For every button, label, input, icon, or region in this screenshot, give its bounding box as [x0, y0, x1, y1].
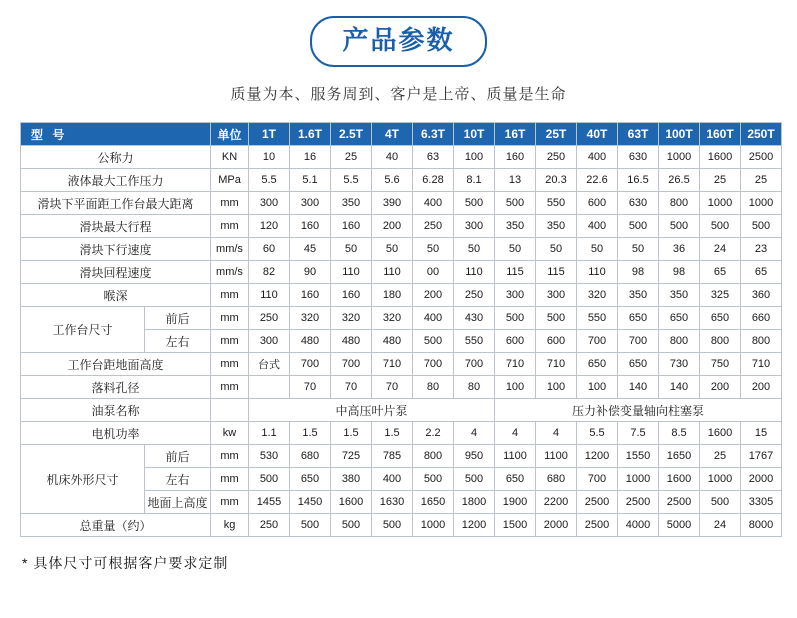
- table-cell: 1000: [413, 514, 454, 537]
- column-header-1t: 1T: [249, 123, 290, 146]
- column-header-2-5t: 2.5T: [331, 123, 372, 146]
- table-cell: 200: [700, 376, 741, 399]
- row-sublabel: 地面上高度: [145, 491, 211, 514]
- table-cell: 700: [577, 330, 618, 353]
- table-cell: 1767: [741, 445, 782, 468]
- row-unit: mm: [211, 330, 249, 353]
- table-cell: 700: [413, 353, 454, 376]
- table-row: [21, 215, 782, 238]
- table-cell: 1800: [454, 491, 495, 514]
- table-cell: 800: [659, 192, 700, 215]
- table-cell: 2500: [577, 514, 618, 537]
- spec-table-container: [20, 122, 777, 537]
- table-cell: 4: [536, 422, 577, 445]
- table-cell: 380: [331, 468, 372, 491]
- table-cell: 1650: [413, 491, 454, 514]
- table-cell: 650: [495, 468, 536, 491]
- column-header-16t: 16T: [495, 123, 536, 146]
- table-row: [21, 261, 782, 284]
- row-sublabel: 左右: [145, 330, 211, 353]
- table-cell: 500: [700, 215, 741, 238]
- table-cell: 500: [249, 468, 290, 491]
- table-row: [21, 307, 782, 330]
- row-unit: mm/s: [211, 238, 249, 261]
- table-cell: 350: [495, 215, 536, 238]
- table-cell: 1.5: [331, 422, 372, 445]
- table-cell: 4000: [618, 514, 659, 537]
- table-cell: 350: [536, 215, 577, 238]
- table-cell: 6.28: [413, 169, 454, 192]
- table-cell: 2500: [659, 491, 700, 514]
- table-cell: 120: [249, 215, 290, 238]
- spec-table: [20, 122, 782, 537]
- table-cell: 700: [618, 330, 659, 353]
- table-cell: 430: [454, 307, 495, 330]
- table-cell: 1200: [577, 445, 618, 468]
- table-cell: 1600: [331, 491, 372, 514]
- table-cell: 300: [495, 284, 536, 307]
- table-cell: 24: [700, 514, 741, 537]
- table-cell: 650: [700, 307, 741, 330]
- table-cell: 1000: [659, 146, 700, 169]
- table-row: [21, 376, 782, 399]
- table-cell: 65: [741, 261, 782, 284]
- row-label: 总重量（约）: [21, 514, 211, 537]
- table-cell: 26.5: [659, 169, 700, 192]
- table-cell: 50: [331, 238, 372, 261]
- merged-cell: 压力补偿变量轴向柱塞泵: [495, 399, 782, 422]
- row-unit: [211, 399, 249, 422]
- table-cell: 250: [454, 284, 495, 307]
- table-cell: 500: [372, 514, 413, 537]
- table-cell: 25: [700, 169, 741, 192]
- table-cell: 1000: [700, 192, 741, 215]
- table-cell: 100: [577, 376, 618, 399]
- table-cell: 480: [331, 330, 372, 353]
- table-cell: 500: [495, 307, 536, 330]
- table-cell: 250: [536, 146, 577, 169]
- column-header-model: 型 号: [21, 123, 211, 146]
- table-cell: 630: [618, 146, 659, 169]
- table-cell: 650: [618, 353, 659, 376]
- row-unit: mm: [211, 307, 249, 330]
- table-cell: 1600: [700, 146, 741, 169]
- table-cell: 750: [700, 353, 741, 376]
- table-cell: 140: [659, 376, 700, 399]
- table-cell: 160: [495, 146, 536, 169]
- table-cell: 500: [700, 491, 741, 514]
- table-cell: 250: [413, 215, 454, 238]
- table-cell: 1100: [495, 445, 536, 468]
- table-cell: 100: [536, 376, 577, 399]
- table-cell: 300: [290, 192, 331, 215]
- footnote: * 具体尺寸可根据客户要求定制: [22, 555, 229, 572]
- table-cell: 1500: [495, 514, 536, 537]
- table-cell: 1650: [659, 445, 700, 468]
- merged-cell: 中高压叶片泵: [249, 399, 495, 422]
- table-cell: 50: [454, 238, 495, 261]
- table-cell: 530: [249, 445, 290, 468]
- table-cell: 115: [536, 261, 577, 284]
- table-cell: 50: [577, 238, 618, 261]
- table-cell: 1630: [372, 491, 413, 514]
- row-label: 工作台距地面高度: [21, 353, 211, 376]
- table-cell: 20.3: [536, 169, 577, 192]
- table-cell: 180: [372, 284, 413, 307]
- table-cell: 500: [331, 514, 372, 537]
- table-cell: 22.6: [577, 169, 618, 192]
- table-cell: 5.5: [577, 422, 618, 445]
- table-cell: 730: [659, 353, 700, 376]
- header-row: [21, 123, 782, 146]
- table-cell: 200: [372, 215, 413, 238]
- row-unit: mm: [211, 445, 249, 468]
- table-cell: 300: [249, 192, 290, 215]
- table-cell: 2500: [618, 491, 659, 514]
- table-cell: 25: [741, 169, 782, 192]
- table-cell: 710: [741, 353, 782, 376]
- table-cell: 325: [700, 284, 741, 307]
- table-cell: 650: [659, 307, 700, 330]
- table-cell: 98: [659, 261, 700, 284]
- table-cell: 1100: [536, 445, 577, 468]
- table-cell: 2200: [536, 491, 577, 514]
- table-cell: 90: [290, 261, 331, 284]
- table-cell: 5.5: [331, 169, 372, 192]
- row-sublabel: 前后: [145, 307, 211, 330]
- table-cell: 320: [290, 307, 331, 330]
- table-cell: 8.1: [454, 169, 495, 192]
- row-unit: mm: [211, 468, 249, 491]
- column-header-100t: 100T: [659, 123, 700, 146]
- table-cell: 110: [331, 261, 372, 284]
- table-cell: 500: [454, 192, 495, 215]
- table-cell: 100: [495, 376, 536, 399]
- table-row: [21, 353, 782, 376]
- table-row: [21, 146, 782, 169]
- table-cell: 500: [290, 514, 331, 537]
- table-cell: 50: [372, 238, 413, 261]
- table-cell: 680: [536, 468, 577, 491]
- row-label: 滑块回程速度: [21, 261, 211, 284]
- table-cell: 160: [331, 215, 372, 238]
- table-cell: 350: [659, 284, 700, 307]
- table-cell: 110: [454, 261, 495, 284]
- row-label: 喉深: [21, 284, 211, 307]
- table-cell: 5.5: [249, 169, 290, 192]
- table-cell: 500: [536, 307, 577, 330]
- table-cell: 500: [618, 215, 659, 238]
- table-cell: 360: [741, 284, 782, 307]
- table-cell: 1200: [454, 514, 495, 537]
- column-header-1-6t: 1.6T: [290, 123, 331, 146]
- table-row: [21, 399, 782, 422]
- table-cell: 80: [454, 376, 495, 399]
- table-row: [21, 238, 782, 261]
- row-unit: mm: [211, 215, 249, 238]
- page-title-container: [0, 0, 797, 67]
- table-cell: 480: [290, 330, 331, 353]
- table-cell: 16: [290, 146, 331, 169]
- table-cell: 7.5: [618, 422, 659, 445]
- table-cell: 800: [413, 445, 454, 468]
- table-row: [21, 169, 782, 192]
- table-cell: 390: [372, 192, 413, 215]
- table-cell: 80: [413, 376, 454, 399]
- table-cell: 700: [577, 468, 618, 491]
- table-cell: 1455: [249, 491, 290, 514]
- table-cell: 110: [577, 261, 618, 284]
- table-cell: 70: [290, 376, 331, 399]
- table-cell: 700: [290, 353, 331, 376]
- table-cell: 1.5: [290, 422, 331, 445]
- table-cell: 320: [372, 307, 413, 330]
- row-label: 油泵名称: [21, 399, 211, 422]
- table-cell: 350: [618, 284, 659, 307]
- table-cell: 300: [536, 284, 577, 307]
- table-cell: 98: [618, 261, 659, 284]
- table-cell: 200: [413, 284, 454, 307]
- row-unit: mm: [211, 376, 249, 399]
- table-cell: 500: [413, 330, 454, 353]
- column-header-4t: 4T: [372, 123, 413, 146]
- table-cell: 710: [372, 353, 413, 376]
- table-cell: 4: [454, 422, 495, 445]
- table-cell: 680: [290, 445, 331, 468]
- table-cell: 700: [331, 353, 372, 376]
- row-label: 滑块下平面距工作台最大距离: [21, 192, 211, 215]
- spec-table-head: [21, 123, 782, 146]
- table-cell: 400: [413, 307, 454, 330]
- table-cell: 800: [659, 330, 700, 353]
- table-cell: 710: [536, 353, 577, 376]
- table-cell: 110: [249, 284, 290, 307]
- table-cell: 320: [577, 284, 618, 307]
- column-header-250t: 250T: [741, 123, 782, 146]
- row-unit: mm: [211, 353, 249, 376]
- row-unit: kg: [211, 514, 249, 537]
- table-cell: 500: [454, 468, 495, 491]
- column-header-160t: 160T: [700, 123, 741, 146]
- table-cell: 36: [659, 238, 700, 261]
- table-cell: 300: [249, 330, 290, 353]
- row-label: 滑块最大行程: [21, 215, 211, 238]
- table-cell: 40: [372, 146, 413, 169]
- table-cell: 550: [454, 330, 495, 353]
- row-unit: KN: [211, 146, 249, 169]
- table-cell: 1000: [618, 468, 659, 491]
- row-unit: kw: [211, 422, 249, 445]
- table-cell: 1550: [618, 445, 659, 468]
- table-cell: 16.5: [618, 169, 659, 192]
- table-cell: 650: [290, 468, 331, 491]
- table-cell: 10: [249, 146, 290, 169]
- table-cell: 100: [454, 146, 495, 169]
- row-sublabel: 前后: [145, 445, 211, 468]
- table-cell: 650: [577, 353, 618, 376]
- table-cell: 2500: [741, 146, 782, 169]
- table-cell: 115: [495, 261, 536, 284]
- table-cell: 1.5: [372, 422, 413, 445]
- row-unit: mm: [211, 284, 249, 307]
- table-cell: 800: [700, 330, 741, 353]
- table-cell: 400: [372, 468, 413, 491]
- table-cell: 660: [741, 307, 782, 330]
- table-row: [21, 284, 782, 307]
- table-cell: 550: [536, 192, 577, 215]
- table-cell: 8000: [741, 514, 782, 537]
- table-cell: 3305: [741, 491, 782, 514]
- table-cell: 725: [331, 445, 372, 468]
- table-cell: 50: [536, 238, 577, 261]
- table-cell: 160: [290, 215, 331, 238]
- row-unit: mm: [211, 491, 249, 514]
- table-row: [21, 192, 782, 215]
- table-cell: 70: [372, 376, 413, 399]
- table-cell: 1000: [700, 468, 741, 491]
- table-cell: 24: [700, 238, 741, 261]
- column-header-unit: 单位: [211, 123, 249, 146]
- row-label: 机床外形尺寸: [21, 445, 145, 514]
- table-cell: 50: [413, 238, 454, 261]
- row-label: 液体最大工作压力: [21, 169, 211, 192]
- table-cell: 1.1: [249, 422, 290, 445]
- page-title: 产品参数: [310, 16, 486, 67]
- row-sublabel: 左右: [145, 468, 211, 491]
- table-cell: 00: [413, 261, 454, 284]
- row-label: 滑块下行速度: [21, 238, 211, 261]
- table-cell: 5.1: [290, 169, 331, 192]
- row-label: 工作台尺寸: [21, 307, 145, 353]
- table-cell: 1600: [700, 422, 741, 445]
- table-cell: 500: [495, 192, 536, 215]
- table-cell: 23: [741, 238, 782, 261]
- table-cell: 600: [495, 330, 536, 353]
- row-unit: MPa: [211, 169, 249, 192]
- table-cell: 800: [741, 330, 782, 353]
- table-cell: 400: [577, 146, 618, 169]
- table-cell: 400: [413, 192, 454, 215]
- column-header-63t: 63T: [618, 123, 659, 146]
- row-label: 公称力: [21, 146, 211, 169]
- table-cell: 350: [331, 192, 372, 215]
- column-header-40t: 40T: [577, 123, 618, 146]
- table-cell: 8.5: [659, 422, 700, 445]
- table-cell: 15: [741, 422, 782, 445]
- table-row: [21, 422, 782, 445]
- table-cell: 300: [454, 215, 495, 238]
- row-unit: mm: [211, 192, 249, 215]
- row-label: 电机功率: [21, 422, 211, 445]
- table-cell: 63: [413, 146, 454, 169]
- table-row: [21, 445, 782, 468]
- table-cell: 1450: [290, 491, 331, 514]
- page-subtitle: 质量为本、服务周到、客户是上帝、质量是生命: [230, 86, 567, 104]
- table-cell: 2000: [536, 514, 577, 537]
- table-cell: 250: [249, 514, 290, 537]
- table-cell: 700: [454, 353, 495, 376]
- column-header-6-3t: 6.3T: [413, 123, 454, 146]
- table-cell: 160: [290, 284, 331, 307]
- table-cell: 140: [618, 376, 659, 399]
- table-cell: 785: [372, 445, 413, 468]
- table-cell: 650: [618, 307, 659, 330]
- table-cell: 630: [618, 192, 659, 215]
- table-cell: 2.2: [413, 422, 454, 445]
- table-cell: 2500: [577, 491, 618, 514]
- table-cell: 500: [659, 215, 700, 238]
- table-cell: 500: [413, 468, 454, 491]
- table-row: [21, 514, 782, 537]
- table-cell: 13: [495, 169, 536, 192]
- table-cell: 600: [577, 192, 618, 215]
- table-cell: 2000: [741, 468, 782, 491]
- spec-table-body: [21, 146, 782, 537]
- table-cell: 400: [577, 215, 618, 238]
- column-header-10t: 10T: [454, 123, 495, 146]
- table-cell: 250: [249, 307, 290, 330]
- table-cell: 710: [495, 353, 536, 376]
- table-cell: 1900: [495, 491, 536, 514]
- table-cell: [249, 376, 290, 399]
- column-header-25t: 25T: [536, 123, 577, 146]
- table-cell: 1000: [741, 192, 782, 215]
- table-cell: 600: [536, 330, 577, 353]
- table-cell: 65: [700, 261, 741, 284]
- row-label: 落料孔径: [21, 376, 211, 399]
- table-cell: 45: [290, 238, 331, 261]
- table-cell: 82: [249, 261, 290, 284]
- table-cell: 25: [331, 146, 372, 169]
- table-cell: 70: [331, 376, 372, 399]
- table-cell: 950: [454, 445, 495, 468]
- table-cell: 5.6: [372, 169, 413, 192]
- table-cell: 500: [741, 215, 782, 238]
- table-cell: 50: [618, 238, 659, 261]
- table-cell: 25: [700, 445, 741, 468]
- table-cell: 110: [372, 261, 413, 284]
- table-cell: 480: [372, 330, 413, 353]
- table-cell: 4: [495, 422, 536, 445]
- table-cell: 60: [249, 238, 290, 261]
- table-cell: 台式: [249, 353, 290, 376]
- table-cell: 50: [495, 238, 536, 261]
- row-unit: mm/s: [211, 261, 249, 284]
- table-cell: 160: [331, 284, 372, 307]
- table-cell: 200: [741, 376, 782, 399]
- table-cell: 550: [577, 307, 618, 330]
- table-cell: 5000: [659, 514, 700, 537]
- table-cell: 320: [331, 307, 372, 330]
- table-cell: 1600: [659, 468, 700, 491]
